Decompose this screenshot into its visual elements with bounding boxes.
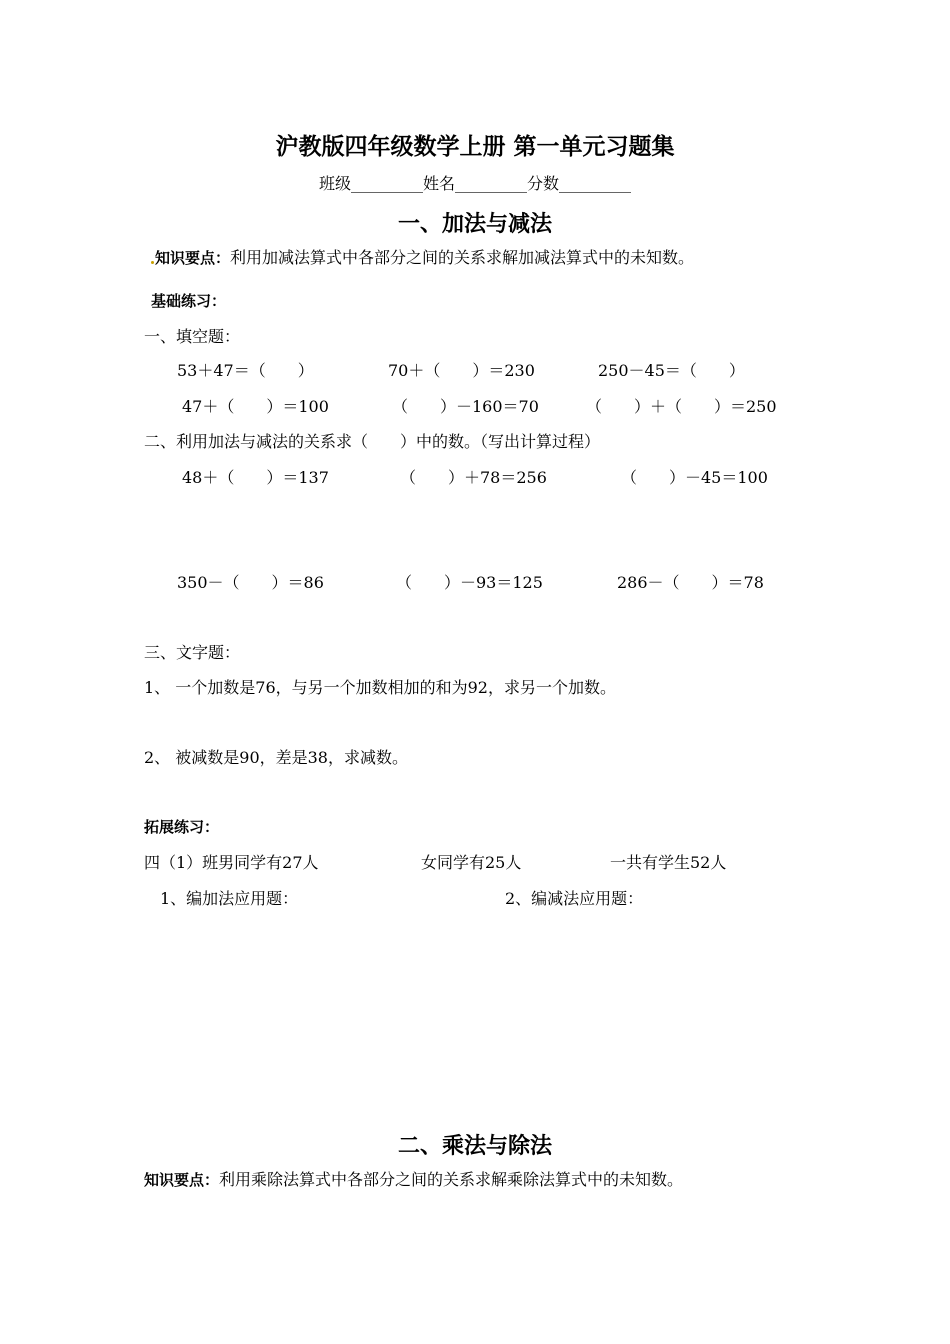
q3-item-1: 1、 一个加数是76，与另一个加数相加的和为92，求另一个加数。	[144, 678, 616, 697]
q3-item-2: 2、 被减数是90，差是38，求减数。	[144, 748, 408, 767]
knowledge-text: 利用加减法算式中各部分之间的关系求解加减法算式中的未知数。	[230, 248, 695, 267]
extension-practice-label: 拓展练习：	[144, 818, 220, 836]
student-info-line: 班级_________姓名_________分数_________	[318, 174, 631, 193]
q3-heading: 三、文字题：	[144, 643, 241, 662]
document-title: 沪教版四年级数学上册 第一单元习题集	[275, 134, 675, 160]
q2-row1-item3: （ ）－45＝100	[621, 468, 768, 487]
q1-row1-item1: 53＋47＝（ ）	[177, 361, 314, 380]
basic-practice-label: 基础练习：	[151, 292, 227, 310]
q1-row2-item3: （ ）＋（ ）＝250	[586, 397, 777, 416]
q1-row1-item3: 250－45＝（ ）	[598, 361, 745, 380]
q1-heading: 一、填空题：	[144, 327, 241, 346]
q2-heading: 二、利用加法与减法的关系求（ ）中的数。（写出计算过程）	[144, 432, 601, 451]
knowledge-label: 知识要点：	[155, 249, 231, 267]
ext-task-subtraction: 2、编减法应用题：	[505, 889, 644, 908]
bullet-dot	[151, 261, 154, 264]
ext-fact-girls: 女同学有25人	[421, 853, 522, 872]
knowledge-text: 利用乘除法算式中各部分之间的关系求解乘除法算式中的未知数。	[219, 1170, 684, 1189]
q2-row1-item1: 48＋（ ）＝137	[182, 468, 329, 487]
q1-row2-item1: 47＋（ ）＝100	[182, 397, 329, 416]
section2-heading: 二、乘法与除法	[397, 1134, 552, 1159]
q2-row2-item1: 350－（ ）＝86	[177, 573, 324, 592]
section1-heading: 一、加法与减法	[397, 212, 552, 237]
q2-row2-item2: （ ）－93＝125	[396, 573, 543, 592]
q2-row1-item2: （ ）＋78＝256	[400, 468, 547, 487]
ext-task-addition: 1、编加法应用题：	[160, 889, 299, 908]
ext-fact-total: 一共有学生52人	[610, 853, 727, 872]
section1-knowledge	[155, 245, 694, 268]
section2-knowledge	[144, 1167, 683, 1190]
knowledge-label: 知识要点：	[144, 1171, 220, 1189]
q2-row2-item3: 286－（ ）＝78	[617, 573, 764, 592]
ext-fact-boys: 四（1）班男同学有27人	[144, 853, 319, 872]
q1-row2-item2: （ ）－160＝70	[392, 397, 539, 416]
q1-row1-item2: 70＋（ ）＝230	[388, 361, 535, 380]
